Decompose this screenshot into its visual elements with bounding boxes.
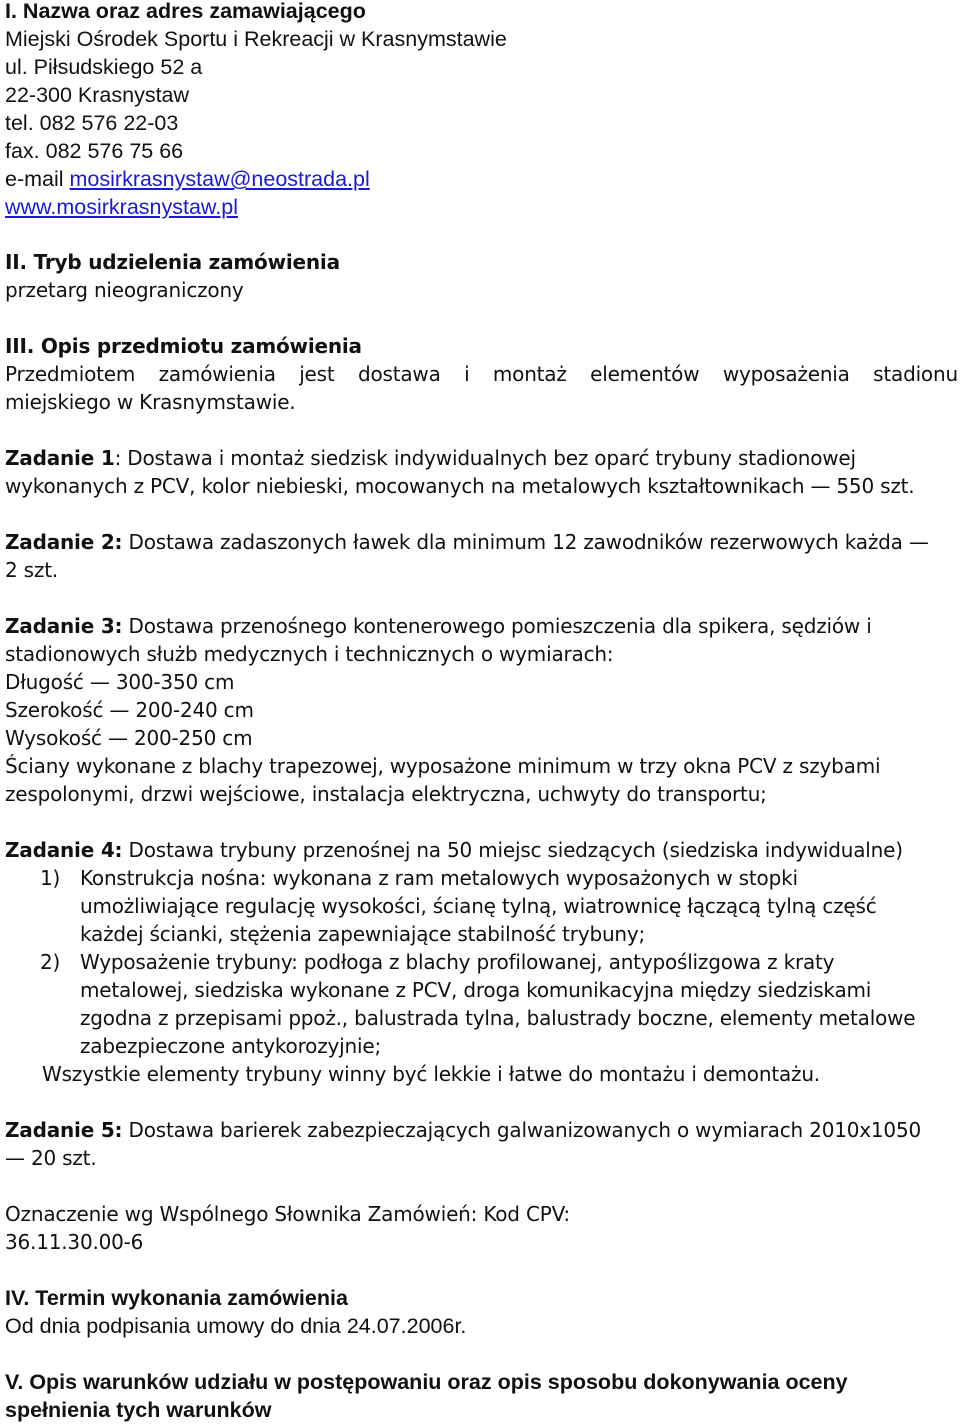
task-3-walls-line-1: Ściany wykonane z blachy trapezowej, wyposażone minimum w trzy okna PCV z szybami [5, 754, 881, 778]
task-5-label: Zadanie 5: [5, 1118, 123, 1142]
task-4-item-2-line: zabezpieczone antykorozyjnie; [80, 1034, 381, 1058]
task-4-item-2-line: zgodna z przepisami ppoż., balustrada tylna, balustrady boczne, elementy metalowe [80, 1006, 916, 1030]
task-3-text: Dostawa przenośnego kontenerowego pomieszczenia dla spikera, sędziów i [122, 614, 872, 638]
subject-intro-line-2: miejskiego w Krasnymstawie. [5, 390, 296, 414]
intro-word: jest [299, 362, 335, 386]
task-2-line-1 [5, 528, 960, 556]
task-4-summary: Wszystkie elementy trybuny winny być lekkie i łatwe do montażu i demontażu. [42, 1062, 820, 1086]
task-1-label: Zadanie 1 [5, 446, 115, 470]
task-3-line-2: stadionowych służb medycznych i technicznych o wymiarach: [5, 642, 614, 666]
task-3-label: Zadanie 3: [5, 614, 123, 638]
task-4-item-2-line: Wyposażenie trybuny: podłoga z blachy profilowanej, antypoślizgowa z kraty [80, 950, 835, 974]
orderer-phone: tel. 082 576 22-03 [5, 111, 179, 135]
section-1-heading: I. Nazwa oraz adres zamawiającego [5, 0, 366, 23]
task-4-item-1-line: umożliwiające regulację wysokości, ścianę tylną, wiatrownicę łączącą tylną część [80, 894, 877, 918]
section-5-heading-line-1: V. Opis warunków udziału w postępowaniu oraz opis sposobu dokonywania oceny [5, 1370, 848, 1394]
completion-term: Od dnia podpisania umowy do dnia 24.07.2006r. [5, 1314, 467, 1338]
task-3-walls-line-2: zespolonymi, drzwi wejściowe, instalacja elektryczna, uchwyty do transportu; [5, 782, 767, 806]
task-1-text: : Dostawa i montaż siedzisk indywidualnych bez oparć trybuny stadionowej [114, 446, 856, 470]
website-link[interactable]: www.mosirkrasnystaw.pl [5, 195, 238, 219]
task-5-line-2: — 20 szt. [5, 1146, 97, 1170]
section-5-heading-line-2: spełnienia tych warunków [5, 1398, 272, 1422]
subject-intro-line-1 [5, 360, 958, 388]
task-2-label: Zadanie 2: [5, 530, 123, 554]
orderer-www-line [5, 193, 960, 221]
task-1-line-1 [5, 444, 960, 472]
orderer-name: Miejski Ośrodek Sportu i Rekreacji w Krasnymstawie [5, 27, 507, 51]
intro-word: wyposażenia [722, 362, 850, 386]
intro-word: stadionu [873, 362, 958, 386]
email-link[interactable]: mosirkrasnystaw@neostrada.pl [69, 167, 370, 191]
task-4-text: Dostawa trybuny przenośnej na 50 miejsc siedzących (siedziska indywidualne) [122, 838, 903, 862]
task-4-item-2-line: metalowej, siedziska wykonane z PCV, droga komunikacyjna między siedziskami [80, 978, 872, 1002]
task-3-length: Długość — 300-350 cm [5, 670, 235, 694]
intro-word: i [464, 362, 470, 386]
task-1-line-2: wykonanych z PCV, kolor niebieski, mocowanych na metalowych kształtownikach — 550 szt. [5, 474, 915, 498]
orderer-city: 22-300 Krasnystaw [5, 83, 190, 107]
orderer-street: ul. Piłsudskiego 52 a [5, 55, 203, 79]
procedure-mode: przetarg nieograniczony [5, 278, 244, 302]
section-4-heading: IV. Termin wykonania zamówienia [5, 1286, 348, 1310]
task-2-line-2: 2 szt. [5, 558, 58, 582]
section-2-heading: II. Tryb udzielenia zamówienia [5, 250, 340, 274]
intro-word: zamówienia [158, 362, 276, 386]
task-2-text: Dostawa zadaszonych ławek dla minimum 12 zawodników rezerwowych każda — [122, 530, 929, 554]
task-4-item-1-line: każdej ścianki, stężenia zapewniające stabilność trybuny; [80, 922, 646, 946]
intro-word: montaż [492, 362, 567, 386]
section-3-heading: III. Opis przedmiotu zamówienia [5, 334, 362, 358]
cpv-label: Oznaczenie wg Wspólnego Słownika Zamówień: Kod CPV: [5, 1202, 570, 1226]
orderer-fax: fax. 082 576 75 66 [5, 139, 184, 163]
task-5-text: Dostawa barierek zabezpieczających galwanizowanych o wymiarach 2010x1050 [122, 1118, 922, 1142]
intro-word: elementów [590, 362, 700, 386]
email-label: e-mail [5, 167, 70, 191]
orderer-email-line [5, 165, 960, 193]
task-4-line-1 [5, 836, 960, 864]
task-4-item-2-number: 2) [40, 950, 61, 974]
task-5-line-1 [5, 1116, 960, 1144]
intro-word: dostawa [357, 362, 441, 386]
task-3-height: Wysokość — 200-250 cm [5, 726, 253, 750]
cpv-code: 36.11.30.00-6 [5, 1230, 144, 1254]
intro-word: Przedmiotem [5, 362, 136, 386]
task-3-width: Szerokość — 200-240 cm [5, 698, 254, 722]
task-4-item-1-number: 1) [40, 866, 61, 890]
task-3-line-1 [5, 612, 960, 640]
task-4-item-1-line: Konstrukcja nośna: wykonana z ram metalowych wyposażonych w stopki [80, 866, 798, 890]
task-4-label: Zadanie 4: [5, 838, 123, 862]
